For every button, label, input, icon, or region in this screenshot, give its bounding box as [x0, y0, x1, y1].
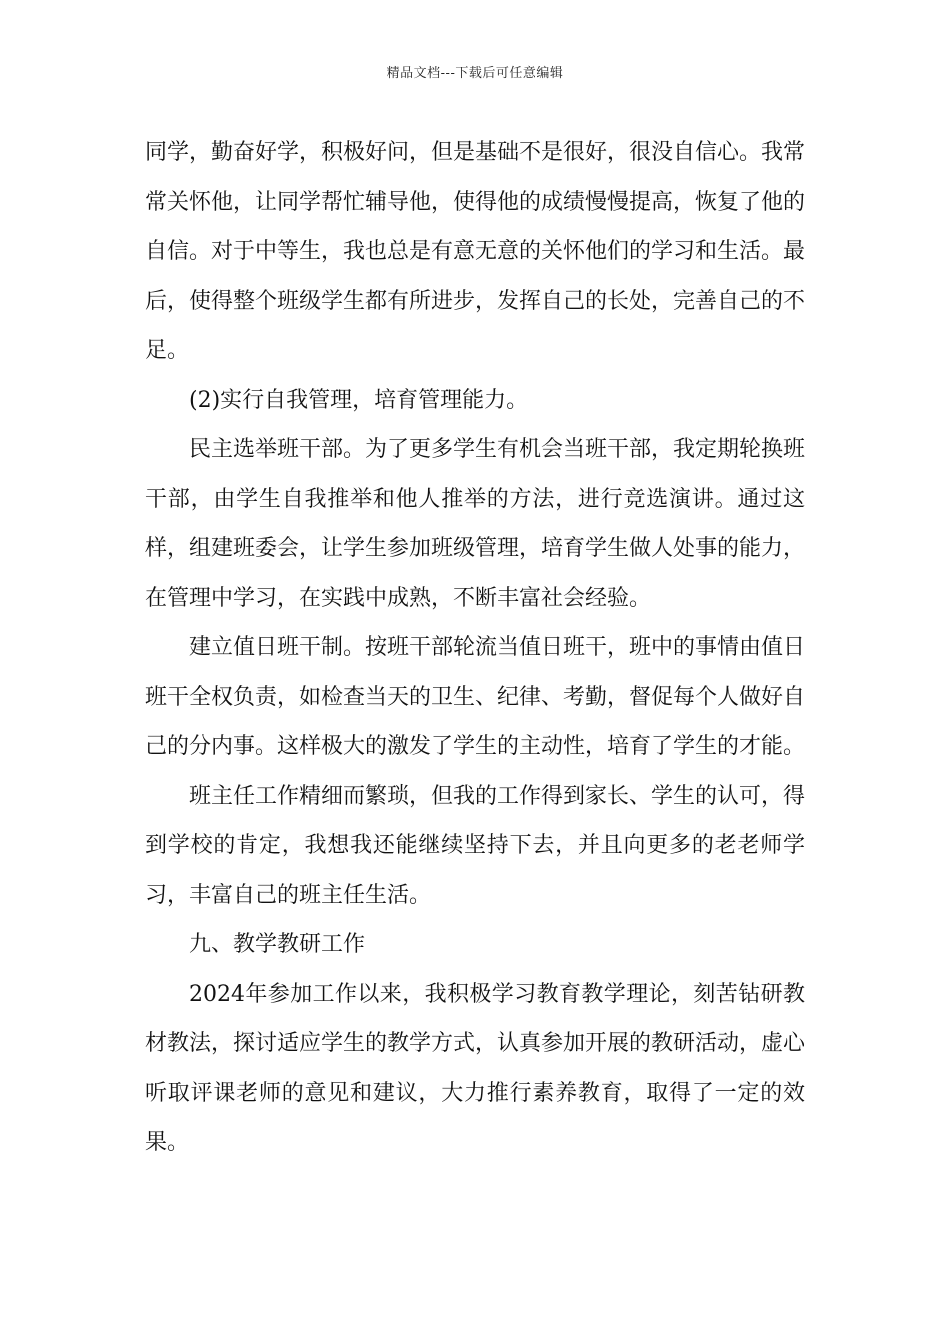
paragraph-continuation: 同学，勤奋好学，积极好问，但是基础不是很好，很没自信心。我常常关怀他，让同学帮忙辅导他，使得他的成绩慢慢提高，恢复了他的自信。对于中等生，我也总是有意无意的关怀他们的学习和生活。最后，使得整个班级学生都有所进步，发挥自己的长处，完善自己的不足。: [145, 140, 806, 363]
paragraph-class-cadre-election: 民主选举班干部。为了更多学生有机会当班干部，我定期轮换班干部，由学生自我推举和他人推举的方法，进行竞选演讲。通过这样，组建班委会，让学生参加班级管理，培育学生做人处事的能力，在管理中学习，在实践中成熟，不断丰富社会经验。: [145, 437, 806, 611]
paragraph-subheading-self-management: (2)实行自我管理，培育管理能力。: [189, 387, 529, 413]
section-heading-teaching-research: 九、教学教研工作: [189, 932, 366, 957]
document-body: [145, 128, 805, 1168]
page-header: 精品文档---下载后可任意编辑: [386, 66, 564, 81]
paragraph-head-teacher-summary: 班主任工作精细而繁琐，但我的工作得到家长、学生的认可，得到学校的肯定，我想我还能继续坚持下去，并且向更多的老老师学习，丰富自己的班主任生活。: [145, 783, 806, 908]
paragraph-duty-cadre-system: 建立值日班干制。按班干部轮流当值日班干，班中的事情由值日班干全权负责，如检查当天的卫生、纪律、考勤，督促每个人做好自己的分内事。这样极大的激发了学生的主动性，培育了学生的才能。: [145, 635, 806, 759]
paragraph-teaching-research: 2024年参加工作以来，我积极学习教育教学理论，刻苦钻研教材教法，探讨适应学生的教学方式，认真参加开展的教研活动，虚心听取评课老师的意见和建议，大力推行素养教育，取得了一定的效果。: [145, 981, 806, 1155]
